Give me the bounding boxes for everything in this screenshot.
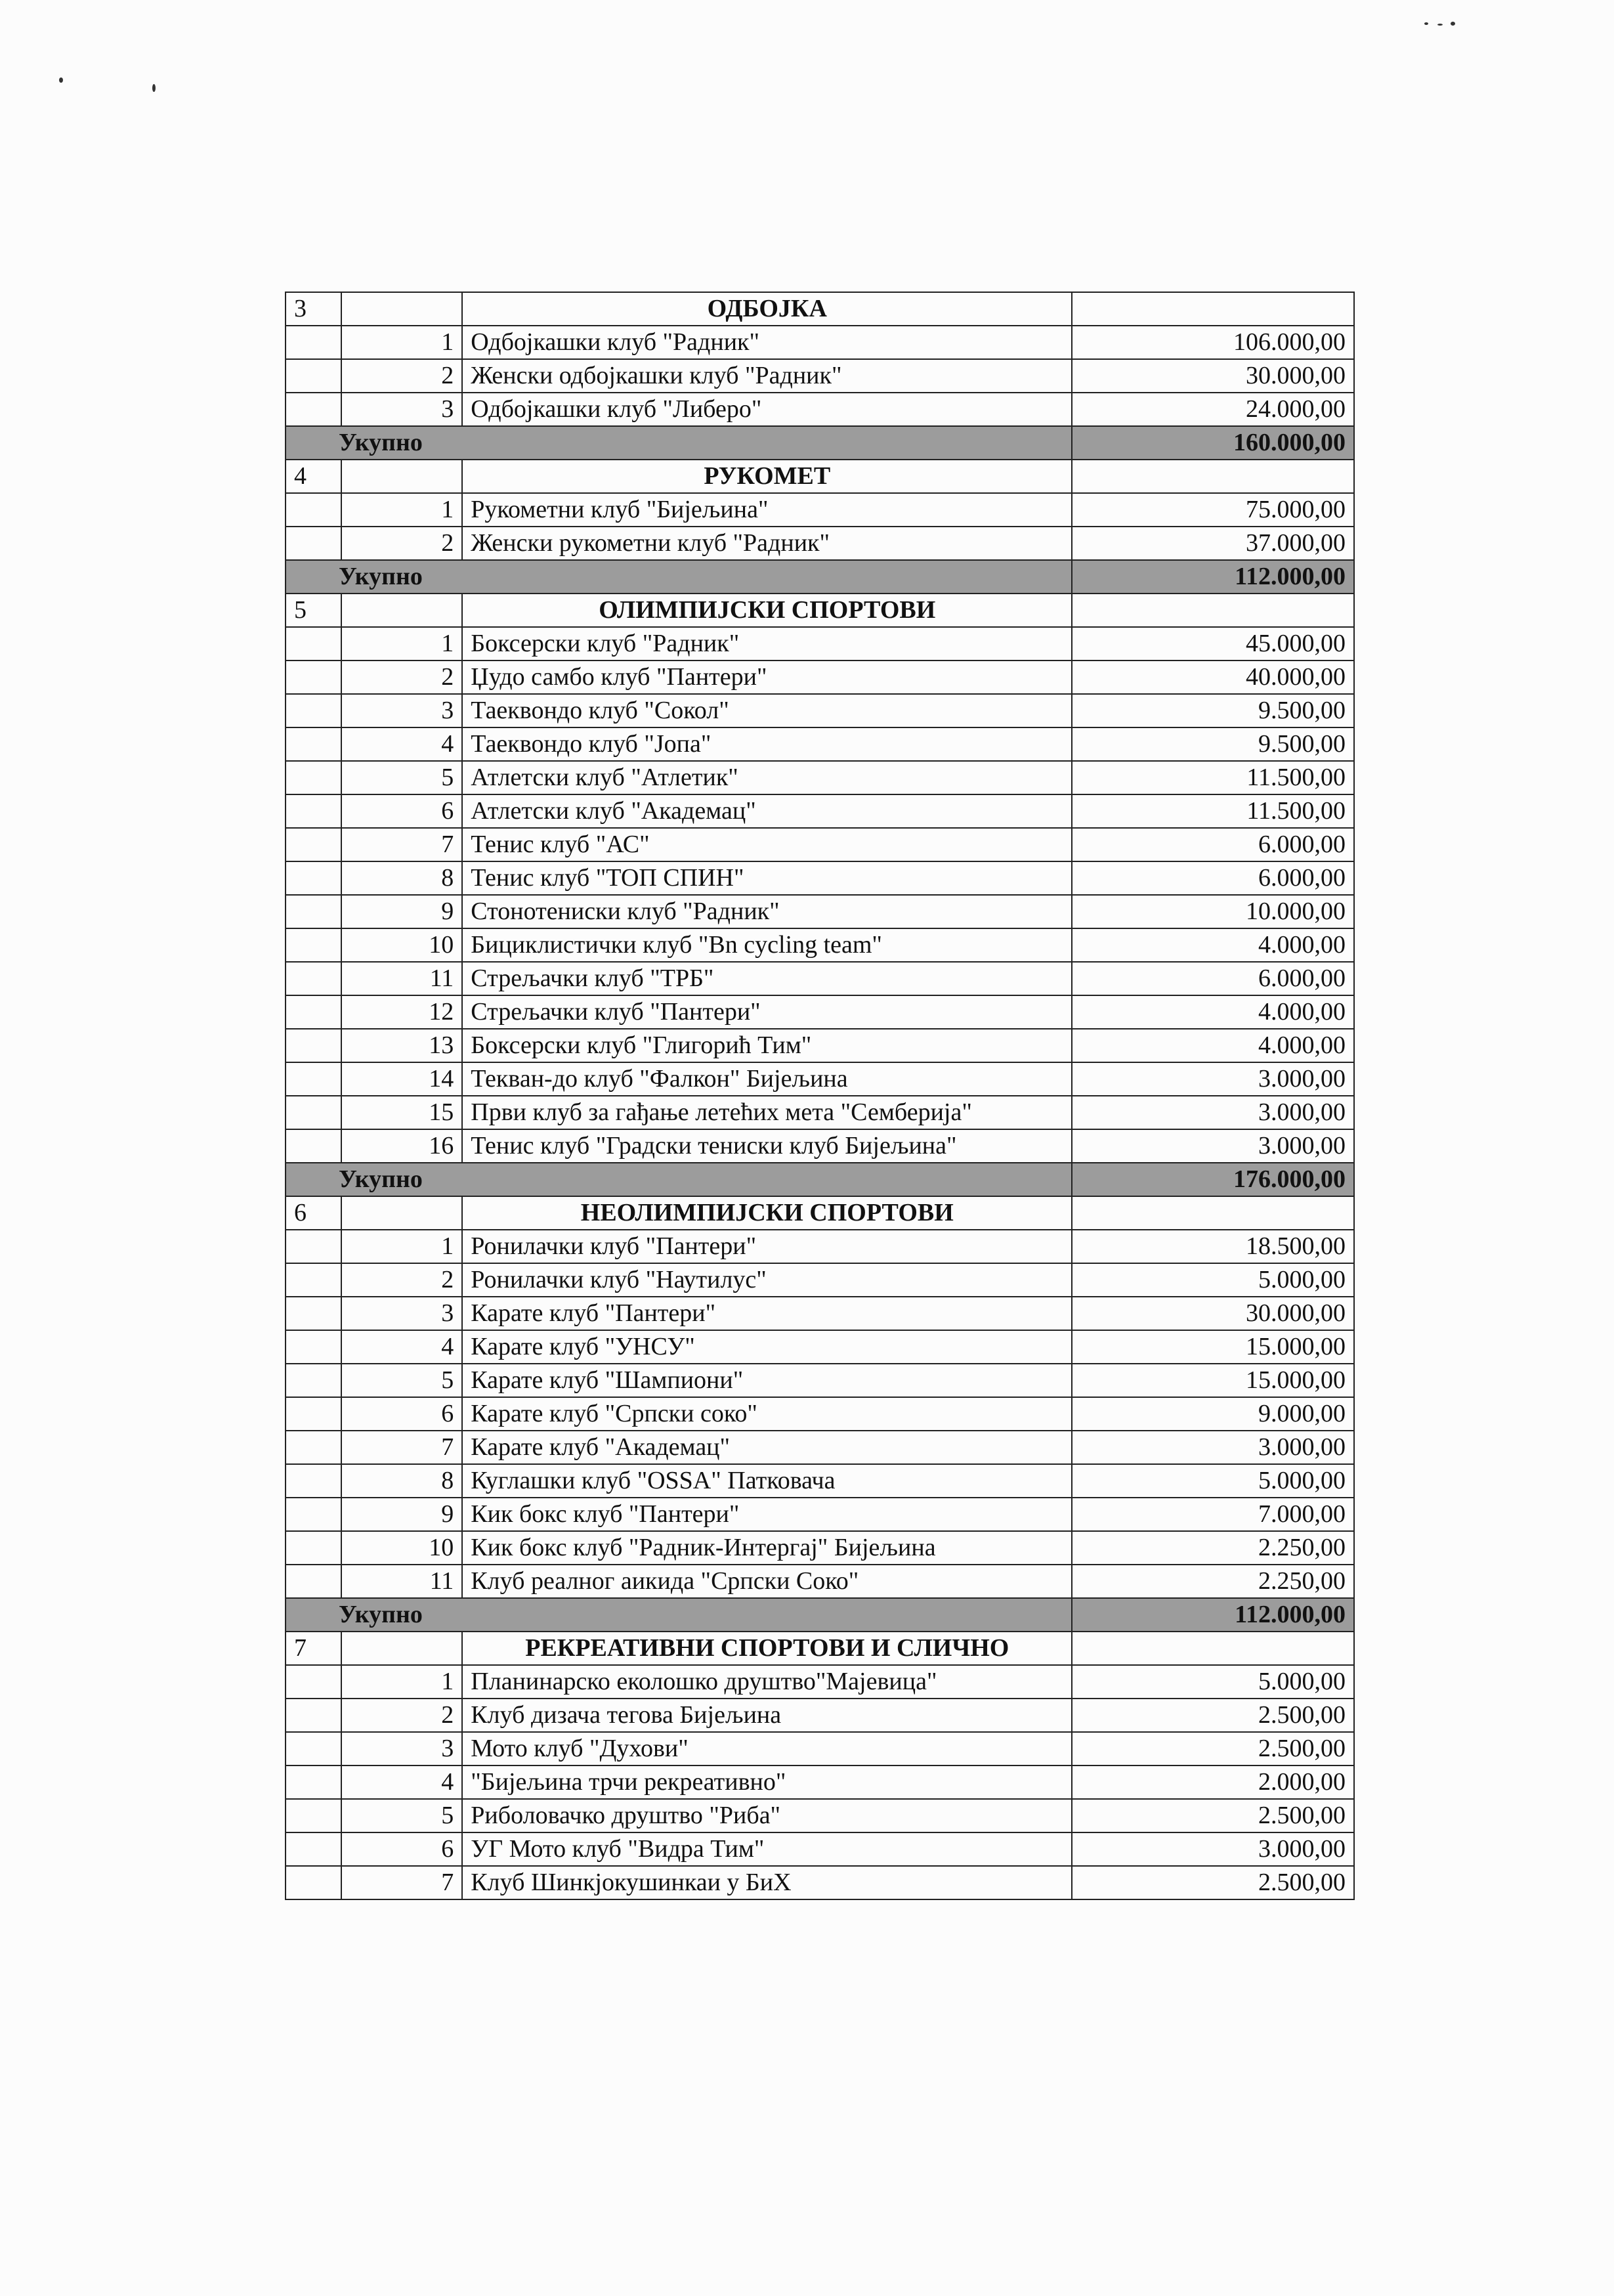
- row-number: 8: [341, 1464, 463, 1498]
- empty-cell: [341, 594, 463, 627]
- empty-cell: [286, 1866, 341, 1899]
- total-label: Укупно: [286, 560, 1072, 594]
- empty-cell: [286, 1765, 341, 1799]
- club-name: Карате клуб "Српски соко": [462, 1397, 1072, 1431]
- row-number: 6: [341, 1397, 463, 1431]
- table-row: [286, 527, 1354, 560]
- table-row: [286, 1832, 1354, 1866]
- row-number: 3: [341, 393, 463, 426]
- empty-cell: [286, 694, 341, 727]
- empty-cell: [286, 1699, 341, 1732]
- table-row: [286, 1799, 1354, 1832]
- table-row: [286, 1096, 1354, 1129]
- club-name: Кик бокс клуб "Радник-Интергај" Бијељина: [462, 1531, 1072, 1565]
- table-row: [286, 828, 1354, 861]
- section-title: НЕОЛИМПИЈСКИ СПОРТОВИ: [462, 1196, 1072, 1230]
- amount: 9.500,00: [1072, 727, 1354, 761]
- amount: 30.000,00: [1072, 1297, 1354, 1330]
- amount: 2.000,00: [1072, 1765, 1354, 1799]
- table-row: [286, 326, 1354, 359]
- empty-cell: [286, 1263, 341, 1297]
- club-name: Атлетски клуб "Академац": [462, 794, 1072, 828]
- row-number: 4: [341, 1330, 463, 1364]
- row-number: 4: [341, 1765, 463, 1799]
- empty-cell: [341, 1632, 463, 1665]
- empty-cell: [286, 661, 341, 694]
- empty-cell: [1072, 460, 1354, 493]
- section-number: 5: [286, 594, 341, 627]
- empty-cell: [286, 1431, 341, 1464]
- club-name: Бициклистички клуб "Bn cycling team": [462, 928, 1072, 962]
- scan-speck: [152, 84, 156, 92]
- club-name: Планинарско еколошко друштво"Мајевица": [462, 1665, 1072, 1699]
- club-name: Одбојкашки клуб "Либеро": [462, 393, 1072, 426]
- club-name: Стрељачки клуб "Пантери": [462, 995, 1072, 1029]
- row-number: 7: [341, 828, 463, 861]
- club-name: Женски одбојкашки клуб "Радник": [462, 359, 1072, 393]
- empty-cell: [341, 460, 463, 493]
- club-name: Куглашки клуб "OSSA" Патковача: [462, 1464, 1072, 1498]
- section-title: РЕКРЕАТИВНИ СПОРТОВИ И СЛИЧНО: [462, 1632, 1072, 1665]
- budget-table-body: [286, 292, 1354, 1899]
- club-name: Таеквондо клуб "Јопа": [462, 727, 1072, 761]
- club-name: Тенис клуб "ТОП СПИН": [462, 861, 1072, 895]
- section-header-row: [286, 460, 1354, 493]
- empty-cell: [286, 1832, 341, 1866]
- amount: 6.000,00: [1072, 861, 1354, 895]
- amount: 2.250,00: [1072, 1531, 1354, 1565]
- table-row: [286, 1699, 1354, 1732]
- amount: 9.500,00: [1072, 694, 1354, 727]
- empty-cell: [286, 1297, 341, 1330]
- club-name: Клуб Шинкјокушинкаи у БиХ: [462, 1866, 1072, 1899]
- empty-cell: [341, 1196, 463, 1230]
- row-number: 3: [341, 694, 463, 727]
- scan-speck: [1451, 22, 1455, 26]
- scan-speck: [59, 77, 63, 83]
- club-name: Тенис клуб "АС": [462, 828, 1072, 861]
- club-name: Мото клуб "Духови": [462, 1732, 1072, 1765]
- amount: 37.000,00: [1072, 527, 1354, 560]
- table-row: [286, 1297, 1354, 1330]
- empty-cell: [286, 326, 341, 359]
- row-number: 2: [341, 1699, 463, 1732]
- row-number: 1: [341, 326, 463, 359]
- empty-cell: [341, 292, 463, 326]
- section-header-row: [286, 292, 1354, 326]
- empty-cell: [286, 962, 341, 995]
- table-row: [286, 1330, 1354, 1364]
- table-row: [286, 995, 1354, 1029]
- section-title: ОЛИМПИЈСКИ СПОРТОВИ: [462, 594, 1072, 627]
- empty-cell: [286, 627, 341, 661]
- club-name: Ронилачки клуб "Наутилус": [462, 1263, 1072, 1297]
- budget-table: [285, 292, 1355, 1900]
- table-row: [286, 1531, 1354, 1565]
- amount: 4.000,00: [1072, 995, 1354, 1029]
- amount: 2.500,00: [1072, 1732, 1354, 1765]
- amount: 2.500,00: [1072, 1799, 1354, 1832]
- row-number: 2: [341, 527, 463, 560]
- amount: 4.000,00: [1072, 928, 1354, 962]
- table-row: [286, 359, 1354, 393]
- section-number: 6: [286, 1196, 341, 1230]
- table-row: [286, 1765, 1354, 1799]
- empty-cell: [286, 995, 341, 1029]
- table-row: [286, 1230, 1354, 1263]
- amount: 106.000,00: [1072, 326, 1354, 359]
- row-number: 9: [341, 1498, 463, 1531]
- empty-cell: [1072, 1632, 1354, 1665]
- club-name: Одбојкашки клуб "Радник": [462, 326, 1072, 359]
- table-row: [286, 1129, 1354, 1163]
- table-row: [286, 928, 1354, 962]
- table-row: [286, 1665, 1354, 1699]
- amount: 75.000,00: [1072, 493, 1354, 527]
- empty-cell: [286, 359, 341, 393]
- section-header-row: [286, 594, 1354, 627]
- row-number: 15: [341, 1096, 463, 1129]
- section-header-row: [286, 1632, 1354, 1665]
- club-name: Боксерски клуб "Радник": [462, 627, 1072, 661]
- table-row: [286, 1062, 1354, 1096]
- section-number: 7: [286, 1632, 341, 1665]
- amount: 15.000,00: [1072, 1330, 1354, 1364]
- row-number: 7: [341, 1866, 463, 1899]
- row-number: 14: [341, 1062, 463, 1096]
- club-name: Кик бокс клуб "Пантери": [462, 1498, 1072, 1531]
- total-row: [286, 1163, 1354, 1196]
- row-number: 10: [341, 928, 463, 962]
- table-row: [286, 727, 1354, 761]
- amount: 5.000,00: [1072, 1464, 1354, 1498]
- amount: 5.000,00: [1072, 1665, 1354, 1699]
- scan-speck: [1424, 22, 1428, 25]
- empty-cell: [286, 1129, 341, 1163]
- club-name: Стрељачки клуб "ТРБ": [462, 962, 1072, 995]
- table-row: [286, 1397, 1354, 1431]
- row-number: 13: [341, 1029, 463, 1062]
- amount: 4.000,00: [1072, 1029, 1354, 1062]
- table-row: [286, 1565, 1354, 1598]
- empty-cell: [286, 1531, 341, 1565]
- empty-cell: [286, 493, 341, 527]
- empty-cell: [286, 861, 341, 895]
- total-row: [286, 426, 1354, 460]
- row-number: 5: [341, 761, 463, 794]
- empty-cell: [1072, 292, 1354, 326]
- club-name: Атлетски клуб "Атлетик": [462, 761, 1072, 794]
- empty-cell: [286, 527, 341, 560]
- club-name: Карате клуб "Шампиони": [462, 1364, 1072, 1397]
- amount: 11.500,00: [1072, 761, 1354, 794]
- total-label: Укупно: [286, 1598, 1072, 1632]
- section-title: ОДБОЈКА: [462, 292, 1072, 326]
- club-name: Таеквондо клуб "Сокол": [462, 694, 1072, 727]
- row-number: 3: [341, 1732, 463, 1765]
- club-name: УГ Мото клуб "Видра Тим": [462, 1832, 1072, 1866]
- empty-cell: [286, 1397, 341, 1431]
- row-number: 1: [341, 493, 463, 527]
- total-row: [286, 1598, 1354, 1632]
- club-name: Карате клуб "Пантери": [462, 1297, 1072, 1330]
- row-number: 6: [341, 794, 463, 828]
- club-name: Карате клуб "УНСУ": [462, 1330, 1072, 1364]
- row-number: 5: [341, 1799, 463, 1832]
- table-row: [286, 895, 1354, 928]
- empty-cell: [286, 895, 341, 928]
- row-number: 5: [341, 1364, 463, 1397]
- row-number: 1: [341, 627, 463, 661]
- club-name: Женски рукометни клуб "Радник": [462, 527, 1072, 560]
- table-row: [286, 694, 1354, 727]
- section-header-row: [286, 1196, 1354, 1230]
- amount: 6.000,00: [1072, 828, 1354, 861]
- table-row: [286, 1866, 1354, 1899]
- table-row: [286, 627, 1354, 661]
- row-number: 6: [341, 1832, 463, 1866]
- empty-cell: [286, 1565, 341, 1598]
- empty-cell: [286, 1364, 341, 1397]
- club-name: Карате клуб "Академац": [462, 1431, 1072, 1464]
- amount: 18.500,00: [1072, 1230, 1354, 1263]
- club-name: Рукометни клуб "Бијељина": [462, 493, 1072, 527]
- empty-cell: [286, 1464, 341, 1498]
- empty-cell: [1072, 1196, 1354, 1230]
- empty-cell: [286, 928, 341, 962]
- empty-cell: [286, 393, 341, 426]
- amount: 3.000,00: [1072, 1096, 1354, 1129]
- amount: 2.500,00: [1072, 1866, 1354, 1899]
- total-amount: 160.000,00: [1072, 426, 1354, 460]
- row-number: 9: [341, 895, 463, 928]
- amount: 11.500,00: [1072, 794, 1354, 828]
- empty-cell: [286, 1732, 341, 1765]
- row-number: 2: [341, 661, 463, 694]
- club-name: "Бијељина трчи рекреативно": [462, 1765, 1072, 1799]
- amount: 40.000,00: [1072, 661, 1354, 694]
- table-row: [286, 1464, 1354, 1498]
- club-name: Боксерски клуб "Глигорић Тим": [462, 1029, 1072, 1062]
- row-number: 8: [341, 861, 463, 895]
- amount: 15.000,00: [1072, 1364, 1354, 1397]
- table-row: [286, 1263, 1354, 1297]
- row-number: 4: [341, 727, 463, 761]
- row-number: 7: [341, 1431, 463, 1464]
- table-row: [286, 962, 1354, 995]
- total-label: Укупно: [286, 426, 1072, 460]
- row-number: 16: [341, 1129, 463, 1163]
- table-row: [286, 661, 1354, 694]
- amount: 2.250,00: [1072, 1565, 1354, 1598]
- row-number: 1: [341, 1230, 463, 1263]
- table-row: [286, 861, 1354, 895]
- section-title: РУКОМЕТ: [462, 460, 1072, 493]
- total-amount: 112.000,00: [1072, 1598, 1354, 1632]
- total-amount: 176.000,00: [1072, 1163, 1354, 1196]
- empty-cell: [286, 794, 341, 828]
- section-number: 3: [286, 292, 341, 326]
- empty-cell: [286, 1330, 341, 1364]
- total-label: Укупно: [286, 1163, 1072, 1196]
- amount: 5.000,00: [1072, 1263, 1354, 1297]
- club-name: Текван-до клуб "Фалкон" Бијељина: [462, 1062, 1072, 1096]
- table-row: [286, 493, 1354, 527]
- amount: 9.000,00: [1072, 1397, 1354, 1431]
- scan-speck: [1437, 24, 1443, 26]
- total-row: [286, 560, 1354, 594]
- amount: 10.000,00: [1072, 895, 1354, 928]
- table-row: [286, 794, 1354, 828]
- table-row: [286, 393, 1354, 426]
- empty-cell: [286, 1498, 341, 1531]
- row-number: 11: [341, 1565, 463, 1598]
- table-row: [286, 1732, 1354, 1765]
- empty-cell: [286, 1096, 341, 1129]
- amount: 2.500,00: [1072, 1699, 1354, 1732]
- row-number: 1: [341, 1665, 463, 1699]
- row-number: 11: [341, 962, 463, 995]
- empty-cell: [1072, 594, 1354, 627]
- section-number: 4: [286, 460, 341, 493]
- row-number: 3: [341, 1297, 463, 1330]
- club-name: Џудо самбо клуб "Пантери": [462, 661, 1072, 694]
- empty-cell: [286, 761, 341, 794]
- row-number: 2: [341, 1263, 463, 1297]
- amount: 3.000,00: [1072, 1062, 1354, 1096]
- amount: 30.000,00: [1072, 359, 1354, 393]
- club-name: Први клуб за гађање летећих мета "Семберија": [462, 1096, 1072, 1129]
- row-number: 10: [341, 1531, 463, 1565]
- club-name: Тенис клуб "Градски тениски клуб Бијељина": [462, 1129, 1072, 1163]
- empty-cell: [286, 1665, 341, 1699]
- empty-cell: [286, 1029, 341, 1062]
- table-row: [286, 1431, 1354, 1464]
- row-number: 12: [341, 995, 463, 1029]
- table-row: [286, 1498, 1354, 1531]
- club-name: Клуб дизача тегова Бијељина: [462, 1699, 1072, 1732]
- empty-cell: [286, 1062, 341, 1096]
- empty-cell: [286, 1230, 341, 1263]
- empty-cell: [286, 1799, 341, 1832]
- table-row: [286, 1364, 1354, 1397]
- club-name: Риболовачко друштво "Риба": [462, 1799, 1072, 1832]
- table-row: [286, 761, 1354, 794]
- amount: 45.000,00: [1072, 627, 1354, 661]
- row-number: 2: [341, 359, 463, 393]
- club-name: Клуб реалног аикида "Српски Соко": [462, 1565, 1072, 1598]
- empty-cell: [286, 828, 341, 861]
- table-row: [286, 1029, 1354, 1062]
- amount: 6.000,00: [1072, 962, 1354, 995]
- club-name: Стонотениски клуб "Радник": [462, 895, 1072, 928]
- empty-cell: [286, 727, 341, 761]
- amount: 24.000,00: [1072, 393, 1354, 426]
- amount: 3.000,00: [1072, 1129, 1354, 1163]
- club-name: Ронилачки клуб "Пантери": [462, 1230, 1072, 1263]
- amount: 3.000,00: [1072, 1832, 1354, 1866]
- total-amount: 112.000,00: [1072, 560, 1354, 594]
- amount: 3.000,00: [1072, 1431, 1354, 1464]
- amount: 7.000,00: [1072, 1498, 1354, 1531]
